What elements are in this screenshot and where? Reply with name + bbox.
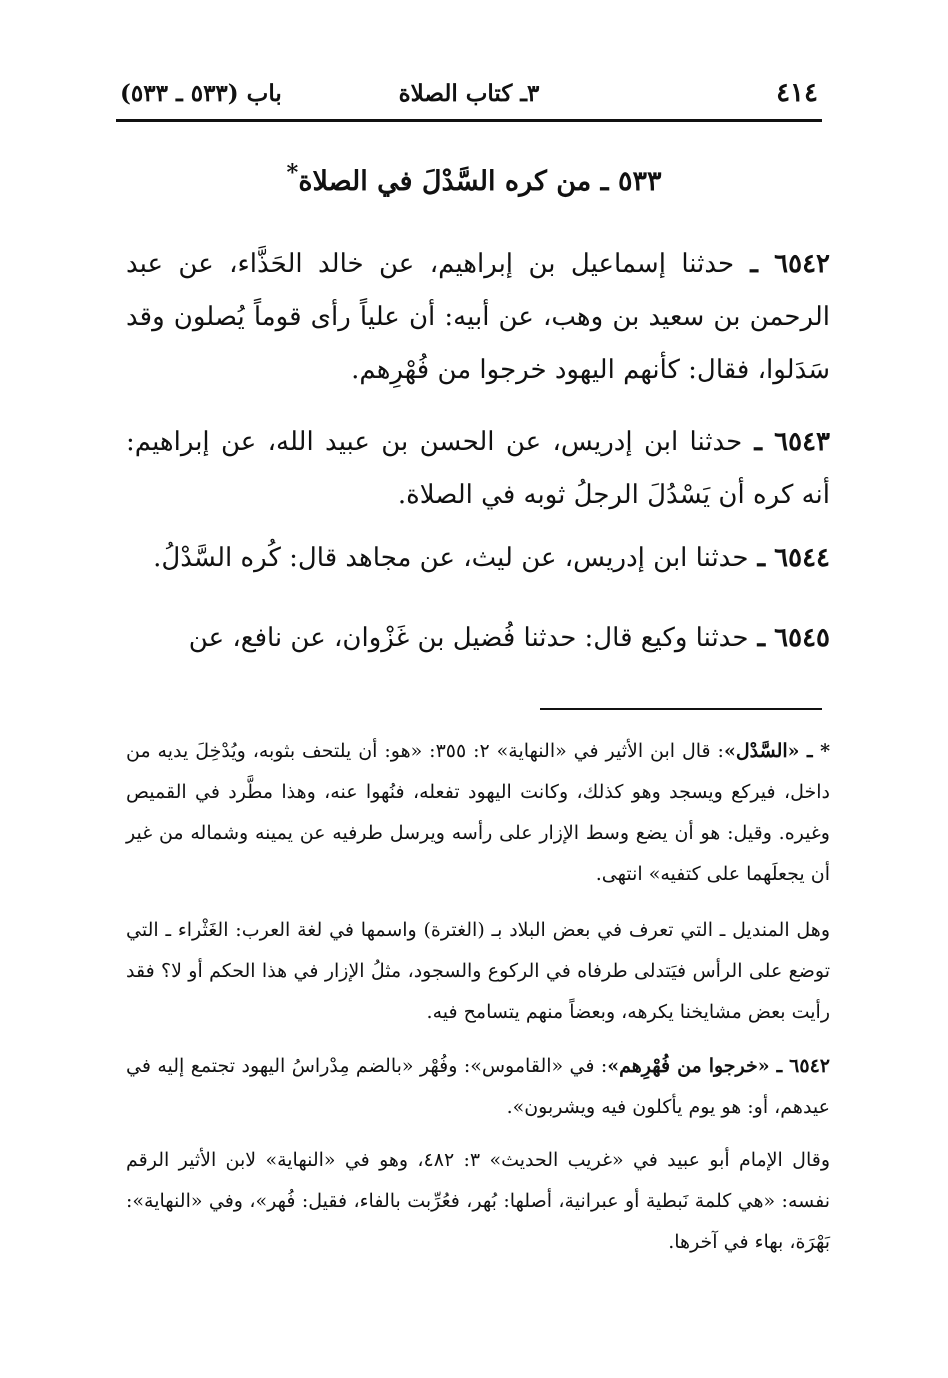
hadith-text: حدثنا إسماعيل بن إبراهيم، عن خالد الحَذَّاء، عن عبد الرحمن بن سعيد بن وهب، عن أبيه: أن علياً رأى قوماً يُصلون وقد سَدَلوا، فقال: كأنهم اليهود خرجوا من فُهْرِهم.	[126, 249, 830, 385]
footnote-marker: *	[286, 160, 299, 186]
hadith-number: ٦٥٤٤	[774, 543, 830, 573]
footnote-mindil	[126, 910, 830, 1033]
footnote-abu-ubaid	[126, 1140, 830, 1263]
hadith-6543: ٦٥٤٣ ـ حدثنا ابن إدريس، عن الحسن بن عبيد الله، عن إبراهيم: أنه كره أن يَسْدُلَ الرجلُ ثوبه في الصلاة.	[126, 427, 830, 510]
hadith-6545: ٦٥٤٥ ـ حدثنا وكيع قال: حدثنا فُضيل بن غَزْوان، عن نافع، عن	[188, 623, 830, 653]
chapter-title: ٥٣٣ ـ من كره السَّدْلَ في الصلاة	[298, 166, 662, 197]
hadith-text: حدثنا ابن إدريس، عن الحسن بن عبيد الله، عن إبراهيم: أنه كره أن يَسْدُلَ الرجلُ ثوبه في الصلاة.	[126, 427, 830, 510]
footnote-text: وقال الإمام أبو عبيد في «غريب الحديث» ٣: ٤٨٢، وهو في «النهاية» لابن الأثير الرقم نفسه: «هي كلمة نَبطية أو عبرانية، أصلها: بُهر، فعُرِّبت بالفاء، فقيل: فُهر»، وفي «النهاية»: بَهْرَة، بهاء في آخرها.	[126, 1149, 831, 1253]
footnote-text: : في «القاموس»: وفُهْر «بالضم مِدْراسُ اليهود تجتمع إليه في عيدهم، أو: هو يوم يأكلون فيه ويشربون».	[126, 1055, 830, 1118]
chapter-heading	[0, 160, 948, 197]
chapter-range: باب (٥٣٣ ـ ٥٣٣)	[120, 80, 282, 107]
footnote-divider	[540, 708, 822, 710]
hadith-number: ٦٥٤٢	[774, 249, 830, 279]
footnote-fuhr	[126, 1046, 830, 1128]
hadith-text: حدثنا وكيع قال: حدثنا فُضيل بن غَزْوان، عن نافع، عن	[188, 623, 749, 653]
footnote-sadl	[126, 731, 830, 895]
footnote-text: : قال ابن الأثير في «النهاية» ٢: ٣٥٥: «هو: أن يلتحف بثوبه، ويُدْخِلَ يديه من داخل، فيركع ويسجد وهو كذلك، وكانت اليهود تفعله، فنُهوا عنه، وهذا مطَّرد في القميص وغيره. وقيل: هو أن يضع وسط الإزار على رأسه ويرسل طرفيه عن يمينه وشماله من غير أن يجعلَهما على كتفيه» انتهى.	[126, 740, 830, 885]
page-number: ٤١٤	[776, 78, 818, 108]
hadith-number: ٦٥٤٥	[774, 623, 830, 653]
book-title: ٣ـ كتاب الصلاة	[398, 80, 540, 107]
page-header	[116, 70, 822, 122]
footnote-text: وهل المنديل ـ التي تعرف في بعض البلاد بـ (الغترة) واسمها في لغة العرب: الغَثْراء ـ التي توضع على الرأس فيَتدلى طرفاه في الركوع والسجود، مثلُ الإزار في هذا الحكم أو لا؟ فقد رأيت بعض مشايخنا يكرهه، وبعضاً منهم يتسامح فيه.	[126, 919, 830, 1023]
hadith-number: ٦٥٤٣	[774, 427, 830, 457]
footnote-lead: * ـ «السَّدْل»	[723, 740, 831, 762]
hadith-6544: ٦٥٤٤ ـ حدثنا ابن إدريس، عن ليث، عن مجاهد قال: كُره السَّدْلُ.	[153, 543, 830, 573]
footnote-lead: ٦٥٤٢ ـ «خرجوا من فُهْرِهم»	[607, 1055, 830, 1077]
hadith-6542: ٦٥٤٢ ـ حدثنا إسماعيل بن إبراهيم، عن خالد الحَذَّاء، عن عبد الرحمن بن سعيد بن وهب، عن أبيه: أن علياً رأى قوماً يُصلون وقد سَدَلوا، فقال: كأنهم اليهود خرجوا من فُهْرِهم.	[126, 249, 830, 385]
hadith-text: حدثنا ابن إدريس، عن ليث، عن مجاهد قال: كُره السَّدْلُ.	[153, 543, 749, 573]
